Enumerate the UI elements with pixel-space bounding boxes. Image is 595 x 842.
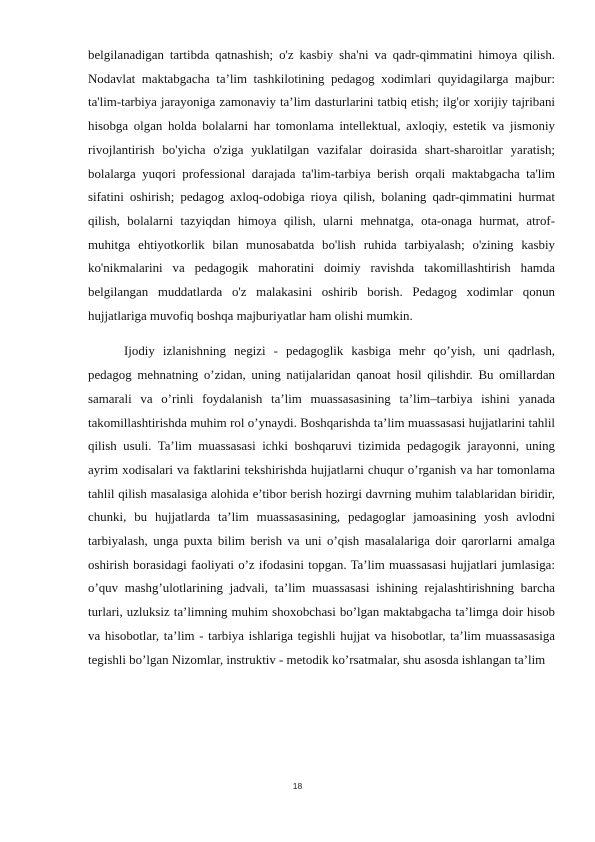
paragraph-document-analysis: Ijodiy izlanishning negizi - pedagoglik kasbiga mehr qo’yish, uni qadrlash, pedagog mehnatning o’zidan, uning natijalaridan qanoat hosil qilishdir. Bu omillardan samarali va o’rinli foydalanish ta’lim muassasasining ta’lim–tarbiya ishini yanada takomillashtirishda muhim rol o’ynaydi. Boshqarishda ta’lim muassasasi hujjatlarini tahlil qilish usuli. Ta’lim muassasasi ichki boshqaruvi tizimida pedagogik jarayonni, uning ayrim xodisalari va faktlarini tekshirishda hujjatlarni chuqur o’rganish va har tomonlama tahlil qilish masalasiga alohida e’tibor berish hozirgi davrning muhim talablaridan biridir, chunki, bu hujjatlarda ta’lim muassasasining, pedagoglar jamoasining yosh avlodni tarbiyalash, unga puxta bilim berish va uni o’qish masalalariga doir qarorlarni amalga oshirish borasidagi faoliyati o’z ifodasini topgan. Ta’lim muassasasi hujjatlari jumlasiga: o’quv mashg’ulotlarining jadvali, ta’lim muassasasi ishining rejalashtirishning barcha turlari, uzluksiz ta’limning muhim shoxobchasi bo’lgan maktabgacha ta’limga doir hisob va hisobotlar, ta’lim - tarbiya ishlariga tegishli hujjat va hisobotlar, ta’lim muassasasiga tegishli bo’lgan Nizomlar, instruktiv - metodik ko’rsatmalar, shu asosda ishlangan ta’lim: [88, 344, 555, 667]
page-number: 18: [292, 781, 303, 791]
body-text: [88, 44, 555, 672]
paragraph-teacher-duties: belgilanadigan tartibda qatnashish; o'z kasbiy sha'ni va qadr-qimmatini himoya qilish. Nodavlat maktabgacha ta’lim tashkilotining pedagog xodimlari quyidagilarga majbur: ta'lim-tarbiya jarayoniga zamonaviy ta’lim dasturlarini tatbiq etish; ilg'or xorijiy tajribani hisobga olgan holda bolalarni har tomonlama intellektual, axloqiy, estetik va jismoniy rivojlantirish bo'yicha o'ziga yuklatilgan vazifalar doirasida shart-sharoitlar yaratish; bolalarga yuqori professional darajada ta'lim-tarbiya berish orqali maktabgacha ta'lim sifatini oshirish; pedagog axloq-odobiga rioya qilish, bolaning qadr-qimmatini hurmat qilish, bolalarni tazyiqdan himoya qilish, ularni mehnatga, ota-onaga hurmat, atrof-muhitga ehtiyotkorlik bilan munosabatda bo'lish ruhida tarbiyalash; o'zining kasbiy ko'nikmalarini va pedagogik mahoratini doimiy ravishda takomillashtirish hamda belgilangan muddatlarda o'z malakasini oshirib borish. Pedagog xodimlar qonun hujjatlariga muvofiq boshqa majburiyatlar ham olishi mumkin.: [88, 48, 555, 323]
